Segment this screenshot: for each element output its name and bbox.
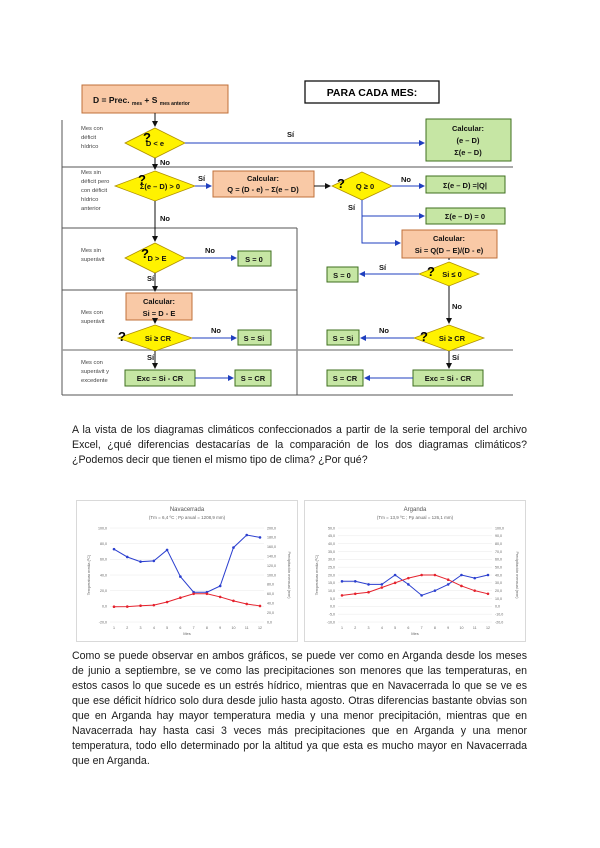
calc3-title: Calcular: [432, 234, 466, 243]
calc4-title: Calcular: [142, 297, 176, 306]
box-ssi-left [238, 330, 271, 345]
y2-tick-label: 140,0 [267, 554, 276, 559]
row-label-r2: hídrico [81, 197, 99, 203]
data-point [354, 580, 357, 583]
y-tick-label: 40,0 [328, 541, 335, 546]
row-label-r4: superávit [81, 319, 105, 325]
chart-subtitle: (Tm = 6,4 ºC ; Pp anual = 1208,9 mm) [148, 515, 226, 520]
box-ssi-right [327, 330, 359, 345]
data-point [219, 585, 222, 588]
data-point [206, 593, 209, 596]
svg-text:No: No [205, 246, 215, 255]
data-point [447, 583, 450, 586]
calc2-title: Calcular: [246, 174, 280, 183]
calc-box-1 [426, 119, 511, 161]
y2-tick-label: 100,0 [267, 573, 276, 578]
data-point [367, 583, 370, 586]
data-point [434, 589, 437, 592]
row-label-r4: Mes con [81, 310, 103, 316]
svg-text:Σ(e – D) =|Q|: Σ(e – D) =|Q| [443, 181, 487, 190]
y2-tick-label: 160,0 [267, 545, 276, 550]
svg-text:Sí: Sí [147, 274, 155, 283]
y-axis-title: Temperatura media (ºC) [87, 554, 91, 596]
data-point [113, 605, 116, 608]
chart-frame [305, 501, 526, 642]
x-tick-label: 7 [192, 626, 195, 630]
calc-box-3 [402, 230, 497, 258]
y2-tick-label: 0,0 [267, 620, 272, 625]
y-tick-label: -5,0 [328, 612, 335, 617]
svg-text:Exc = Si - CR: Exc = Si - CR [424, 374, 472, 383]
chart-title: Navacerrada [169, 507, 205, 513]
data-point [447, 578, 450, 581]
y2-tick-label: -10,0 [495, 612, 504, 617]
calc-box-4 [126, 293, 192, 320]
y-tick-label: 20,0 [328, 573, 335, 578]
svg-text:No: No [401, 175, 411, 184]
d2-question: ? [138, 172, 146, 187]
svg-text:S = Si: S = Si [243, 334, 265, 343]
data-point [420, 594, 423, 597]
x-tick-label: 12 [486, 626, 490, 630]
svg-text:S = 0: S = 0 [245, 255, 263, 264]
row-label-r3: Mes sin [81, 248, 101, 254]
d1-text: D < e [145, 139, 165, 148]
data-point [460, 574, 463, 577]
y2-tick-label: 60,0 [267, 592, 274, 597]
calc4-formula: Si = D - E [142, 309, 176, 318]
data-point [407, 577, 410, 580]
y2-tick-label: 200,0 [267, 526, 276, 531]
d4-text: D > E [147, 254, 167, 263]
y-tick-label: 35,0 [328, 549, 335, 554]
box-exc-right [413, 370, 483, 386]
x-tick-label: 6 [179, 626, 182, 630]
data-point [487, 574, 490, 577]
x-tick-label: 4 [380, 626, 383, 630]
svg-text:Σ(e – D) = 0: Σ(e – D) = 0 [444, 212, 486, 221]
svg-text:No: No [379, 326, 389, 335]
data-point [179, 596, 182, 599]
y-tick-label: -10,0 [326, 620, 335, 625]
y2-tick-label: 20,0 [267, 610, 274, 615]
chart-frame [77, 501, 298, 642]
data-point [434, 574, 437, 577]
x-tick-label: 5 [394, 626, 397, 630]
svg-text:Sí: Sí [348, 203, 356, 212]
chart-navacerrada [76, 500, 298, 642]
data-point [219, 596, 222, 599]
y-tick-label: 60,0 [100, 557, 107, 562]
y2-tick-label: -20,0 [495, 620, 504, 625]
y2-tick-label: 50,0 [495, 565, 502, 570]
row-label-r5: excedente [81, 378, 108, 384]
svg-text:Exc = Si - CR: Exc = Si - CR [136, 374, 184, 383]
data-point [381, 583, 384, 586]
x-tick-label: 3 [367, 626, 370, 630]
data-point [259, 536, 262, 539]
y2-tick-label: 90,0 [495, 534, 502, 539]
y2-tick-label: 40,0 [267, 601, 274, 606]
svg-text:S = CR: S = CR [332, 374, 358, 383]
row-label-r5: superávit y [81, 369, 110, 375]
row-label-r5: Mes con [81, 360, 103, 366]
svg-text:S = CR: S = CR [240, 374, 266, 383]
d6-text: Si ≤ 0 [442, 270, 462, 279]
data-point [113, 548, 116, 551]
y2-tick-label: 120,0 [267, 563, 276, 568]
box-cr-right [327, 370, 363, 386]
row-label-r2: Mes sin [81, 170, 101, 176]
y2-tick-label: 10,0 [495, 596, 502, 601]
diamond-d1 [125, 128, 185, 158]
y2-tick-label: 0,0 [495, 604, 500, 609]
calc1-line2: Σ(e – D) [454, 148, 482, 157]
x-tick-label: 8 [433, 626, 436, 630]
x-tick-label: 1 [113, 626, 115, 630]
y2-tick-label: 60,0 [495, 557, 502, 562]
row-label-r1: Mes con [81, 126, 103, 132]
y-tick-label: 20,0 [100, 588, 107, 593]
y-tick-label: 80,0 [100, 541, 107, 546]
row-label-r2: anterior [81, 206, 101, 212]
x-tick-label: 11 [244, 626, 249, 630]
x-tick-label: 5 [166, 626, 169, 630]
chart-arganda [304, 500, 526, 642]
svg-text:Sí: Sí [379, 263, 387, 272]
title-box [305, 81, 439, 103]
box-s0-left [238, 251, 271, 266]
data-point [166, 601, 169, 604]
d7-text: Si ≥ CR [438, 334, 466, 343]
d4-question: ? [141, 246, 149, 261]
data-point [487, 593, 490, 596]
y2-tick-label: 100,0 [495, 526, 504, 531]
start-sub-mes: mes [132, 101, 143, 107]
y2-tick-label: 180,0 [267, 535, 276, 540]
flowchart [0, 0, 600, 400]
data-point [192, 593, 195, 596]
data-point [126, 605, 129, 608]
d7-question: ? [420, 329, 428, 344]
x-tick-label: 7 [420, 626, 423, 630]
y2-tick-label: 70,0 [495, 549, 502, 554]
row-label-r3: superávit [81, 257, 105, 263]
data-point [394, 582, 397, 585]
data-point [139, 604, 142, 607]
row-labels [81, 126, 109, 384]
box-cr-left [235, 370, 271, 386]
d6-question: ? [427, 264, 435, 279]
x-tick-label: 11 [472, 626, 477, 630]
calc3-formula: Si = Q(D – E)/(D - e) [414, 246, 484, 255]
data-point [232, 600, 235, 603]
data-point [153, 604, 156, 607]
answer-paragraph: Como se puede observar en ambos gráficos, se puede ver como en Arganda desde los meses de junio a septiembre, se ve como las precipitaciones son menores que las temperaturas, en estos casos lo que sucede es un estrés hídrico, mientras que en Navacerrada lo que se ve es que ese déficit hídrico solo dura desde julio hasta agosto. Otras diferencias bastante obvias son que en Arganda hay mayor temperatura media y una menor precipitación, mientras que en Navacerrada hay hasta casi 3 veces más precipitaciones que en Arganda y una menor temperatura, todo ello determinado por la altitud ya que esta es mucho mayor en Navacerrada que en Arganda. [72, 650, 527, 767]
y-tick-label: 25,0 [328, 565, 335, 570]
data-point [341, 580, 344, 583]
x-tick-label: 4 [152, 626, 155, 630]
diamond-d4 [125, 243, 185, 273]
data-point [179, 575, 182, 578]
start-sub-anterior: mes anterior [159, 101, 190, 107]
question-paragraph: A la vista de los diagramas climáticos confeccionados a partir de la serie temporal del archivo Excel, ¿qué diferencias destacarías de la comparación de los dos diagramas climáticos? ¿Podemos decir que tienen el mismo tipo de clima? ¿Por qué? [72, 424, 527, 466]
y2-axis-title: Precipitación mensual (mm) [287, 551, 291, 599]
row-label-r2: déficit pero [81, 179, 110, 185]
calc1-line1: (e – D) [456, 136, 480, 145]
x-tick-label: 9 [447, 626, 450, 630]
svg-text:No: No [160, 214, 170, 223]
chart-subtitle: (Tm = 13,9 ºC ; Pp anual = 126,1 mm) [376, 515, 454, 520]
y2-axis-title: Precipitación mensual (mm) [515, 551, 519, 599]
data-point [367, 591, 370, 594]
start-plus-s: + S [144, 95, 158, 105]
title-text: PARA CADA MES: [326, 87, 418, 99]
data-point [153, 560, 156, 563]
y-tick-label: 45,0 [328, 534, 335, 539]
box-sum-zero [426, 208, 505, 224]
data-point [139, 560, 142, 563]
data-point [259, 605, 262, 608]
svg-text:Sí: Sí [147, 353, 155, 362]
svg-text:Sí: Sí [198, 174, 206, 183]
y-tick-label: 40,0 [100, 573, 107, 578]
svg-text:Sí: Sí [287, 130, 295, 139]
d5-question: ? [118, 329, 126, 344]
d3-text: Q ≥ 0 [355, 182, 375, 191]
d3-question: ? [337, 176, 345, 191]
y2-tick-label: 20,0 [495, 588, 502, 593]
svg-text:No: No [452, 302, 462, 311]
x-tick-label: 12 [258, 626, 262, 630]
box-exc-left [125, 370, 195, 386]
data-point [407, 583, 410, 586]
diamond-d5 [118, 325, 192, 351]
box-s0-right [327, 267, 358, 282]
data-point [245, 534, 248, 537]
y-axis-title: Temperatura media (ºC) [315, 554, 319, 596]
data-point [245, 603, 248, 606]
svg-text:Sí: Sí [452, 353, 460, 362]
calc-box-2 [213, 171, 314, 197]
y2-tick-label: 80,0 [495, 541, 502, 546]
y-tick-label: 50,0 [328, 526, 335, 531]
x-tick-label: 1 [341, 626, 343, 630]
calc1-title: Calcular: [451, 124, 485, 133]
y-tick-label: 30,0 [328, 557, 335, 562]
row-label-r2: con déficit [81, 188, 108, 194]
svg-text:S = 0: S = 0 [333, 271, 351, 280]
x-tick-label: 9 [219, 626, 222, 630]
x-tick-label: 3 [139, 626, 142, 630]
data-point [420, 574, 423, 577]
data-point [473, 589, 476, 592]
x-tick-label: 2 [126, 626, 129, 630]
d5-text: Si ≥ CR [144, 334, 172, 343]
y-tick-label: 15,0 [328, 581, 335, 586]
y-tick-label: 0,0 [330, 604, 335, 609]
y-tick-label: 10,0 [328, 588, 335, 593]
data-point [166, 549, 169, 552]
y2-tick-label: 30,0 [495, 581, 502, 586]
start-box [82, 85, 228, 113]
data-point [473, 577, 476, 580]
svg-text:No: No [160, 158, 170, 167]
data-point [460, 585, 463, 588]
y-tick-label: 100,0 [98, 526, 107, 531]
d2-text: Σ(e – D) > 0 [139, 182, 181, 191]
diamond-d2 [115, 171, 195, 201]
data-point [381, 586, 384, 589]
row-label-r1: hídrico [81, 144, 99, 150]
y-tick-label: -20,0 [98, 620, 107, 625]
y2-tick-label: 40,0 [495, 573, 502, 578]
x-tick-label: 10 [459, 626, 464, 630]
y-tick-label: 0,0 [102, 604, 107, 609]
svg-text:No: No [211, 326, 221, 335]
data-point [232, 546, 235, 549]
box-sum-abs [426, 176, 505, 193]
y-tick-label: 5,0 [330, 596, 335, 601]
d1-question: ? [143, 130, 151, 145]
x-tick-label: 8 [205, 626, 208, 630]
data-point [126, 556, 129, 559]
data-point [341, 594, 344, 597]
row-label-r1: déficit [81, 135, 97, 141]
svg-text:S = Si: S = Si [332, 334, 354, 343]
data-point [394, 574, 397, 577]
x-tick-label: 2 [354, 626, 357, 630]
x-axis-title: Mes [411, 631, 419, 636]
calc2-formula: Q = (D - e) – Σ(e – D) [227, 185, 299, 194]
chart-title: Arganda [403, 507, 427, 513]
data-point [354, 593, 357, 596]
x-tick-label: 10 [231, 626, 236, 630]
x-axis-title: Mes [183, 631, 191, 636]
x-tick-label: 6 [407, 626, 410, 630]
start-main: D = Prec. [93, 95, 130, 105]
y2-tick-label: 80,0 [267, 582, 274, 587]
